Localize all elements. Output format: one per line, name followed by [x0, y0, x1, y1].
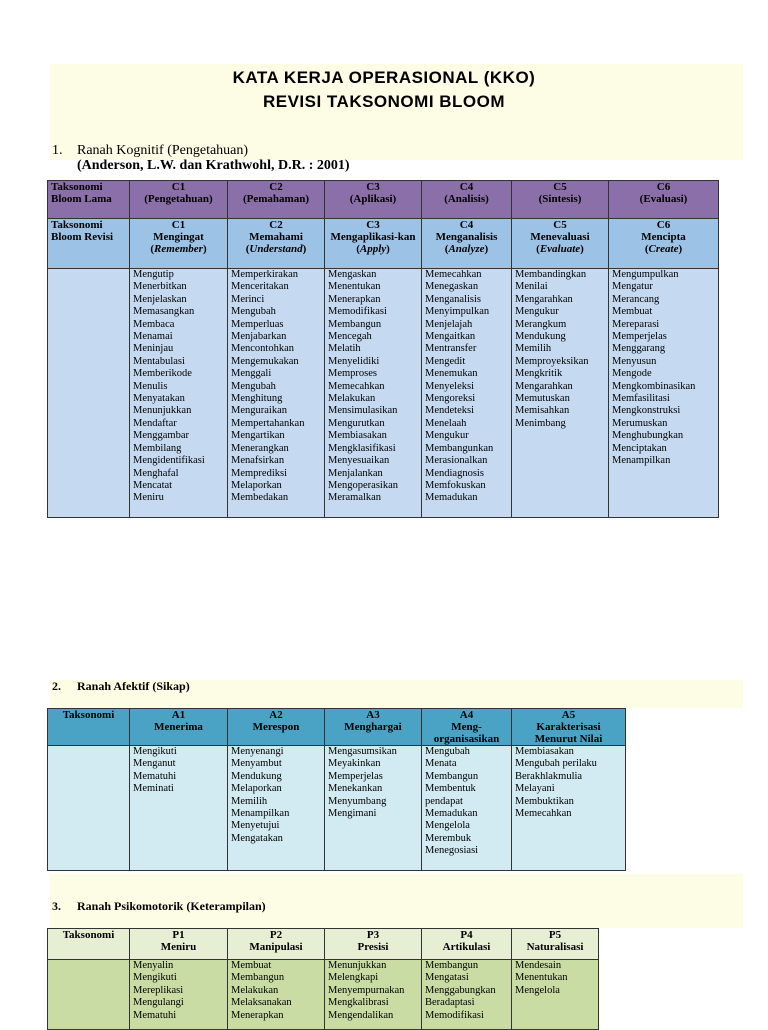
word-item: Memperluas	[231, 318, 284, 330]
word-list	[422, 746, 512, 871]
word-item: Mendeteksi	[425, 405, 474, 417]
word-item: Membangun	[231, 972, 285, 984]
old-header-c3: C3 (Aplikasi)	[325, 181, 422, 219]
old-header-c2: C2 (Pemahaman)	[228, 181, 325, 219]
word-item: Menggali	[231, 368, 272, 380]
word-item: Mematuhi	[133, 1009, 177, 1021]
word-item: Menganalisis	[425, 293, 481, 305]
word-item: Mengubah	[425, 746, 470, 757]
word-item: Menggarang	[612, 343, 666, 355]
word-item: Mengkonstruksi	[612, 405, 681, 417]
title-line-1: KATA KERJA OPERASIONAL (KKO)	[232, 68, 536, 87]
words-label-cell	[48, 269, 130, 518]
word-item: Mengutip	[133, 269, 174, 280]
word-item: Mengkombinasikan	[612, 380, 696, 392]
word-list	[609, 269, 719, 518]
word-item: Merancang	[612, 293, 660, 305]
psychomotor-header-p1: P1 Meniru	[130, 929, 228, 960]
psychomotor-header-p3: P3 Presisi	[325, 929, 422, 960]
word-item: Mengarahkan	[515, 293, 573, 305]
word-item: Mengemukakan	[231, 355, 299, 367]
word-item: Menimbang	[515, 417, 566, 429]
word-item: Menafsirkan	[231, 455, 285, 467]
word-item: Menghitung	[231, 393, 283, 405]
word-item: Mengklasifikasi	[328, 442, 396, 454]
word-item: Mendesain	[515, 960, 562, 971]
word-item: Memilih	[515, 343, 552, 355]
word-item: Menampilkan	[231, 808, 290, 820]
word-item: Menilai	[515, 281, 548, 293]
word-item: Merinci	[231, 293, 265, 305]
word-item: Memasangkan	[133, 306, 195, 318]
word-item: Mengimani	[328, 808, 377, 820]
new-taxonomy-label: Taksonomi Bloom Revisi	[48, 219, 130, 269]
word-list	[228, 269, 325, 518]
word-item: Mengkalibrasi	[328, 997, 389, 1009]
word-item: Menghubungkan	[612, 430, 684, 442]
word-item: Melatih	[328, 343, 361, 355]
word-list	[228, 960, 325, 1030]
word-item: Memadukan	[425, 808, 478, 820]
word-item: Meyakinkan	[328, 758, 381, 770]
word-item: Mengulangi	[133, 997, 184, 1009]
word-item: Menyenangi	[231, 746, 284, 757]
word-item: Membandingkan	[515, 269, 587, 280]
word-item: Mengaskan	[328, 269, 377, 280]
word-item: Mengatasi	[425, 972, 469, 984]
word-item: Memodifikasi	[425, 1009, 484, 1021]
word-item: Mengubah	[231, 306, 276, 318]
word-item: Mentabulasi	[133, 355, 185, 367]
word-item: Mengedit	[425, 355, 466, 367]
word-item: Mereplikasi	[133, 984, 184, 996]
affective-header-a5: A5 Karakterisasi Menurut Nilai	[512, 709, 626, 746]
word-item: Merumuskan	[612, 417, 668, 429]
word-item: Mematuhi	[133, 770, 177, 782]
word-item: Menelaah	[425, 417, 467, 429]
word-list	[130, 269, 228, 518]
word-item: Memperjelas	[612, 331, 667, 343]
word-item: Memadukan	[425, 492, 478, 504]
new-header-c6: C6 Mencipta (Create)	[609, 219, 719, 269]
word-item: Mengode	[612, 368, 652, 380]
word-item: Mengasumsikan	[328, 746, 397, 757]
word-item: Menerangkan	[231, 442, 289, 454]
section1-number: 1.	[52, 143, 63, 158]
section1-title: Ranah Kognitif (Pengetahuan)	[77, 143, 249, 158]
word-item: Menjelajah	[425, 318, 473, 330]
word-item: Memecahkan	[328, 380, 385, 392]
affective-header-a2: A2 Merespon	[228, 709, 325, 746]
section1-subtitle: (Anderson, L.W. dan Krathwohl, D.R. : 2001)	[77, 158, 350, 173]
word-item: Menyimpulkan	[425, 306, 490, 318]
word-item: Menggambar	[133, 430, 189, 442]
word-item: Menyambut	[231, 758, 282, 770]
psychomotor-label-cell	[48, 960, 130, 1030]
word-item: Menciptakan	[612, 442, 667, 454]
word-item: Merangkum	[515, 318, 567, 330]
word-item: Menamai	[133, 331, 173, 343]
word-item: Membedakan	[231, 492, 289, 504]
word-item: Menentukan	[328, 281, 381, 293]
word-item: Membilang	[133, 442, 182, 454]
word-item: Merasionalkan	[425, 455, 488, 467]
word-item: Melaksanakan	[231, 997, 292, 1009]
word-item: Menyetujui	[231, 820, 280, 832]
word-item: Mengumpulkan	[612, 269, 679, 280]
psychomotor-header-p5: P5 Naturalisasi	[512, 929, 599, 960]
word-item: Menunjukkan	[133, 405, 192, 417]
word-item: Mengoperasikan	[328, 479, 398, 491]
word-item: Memutuskan	[515, 393, 570, 405]
word-item: Membangun	[328, 318, 382, 330]
new-header-c3: C3 Mengaplikasi-kan (Apply)	[325, 219, 422, 269]
word-item: Mengubah	[231, 380, 276, 392]
word-item: Mempertahankan	[231, 417, 305, 429]
word-item: Mencegah	[328, 331, 372, 343]
word-item: Membentuk	[425, 783, 476, 795]
word-item: Melakukan	[231, 984, 279, 996]
section3-heading	[52, 899, 266, 914]
word-item: Merembuk	[425, 832, 472, 844]
word-item: Menggabungkan	[425, 984, 496, 996]
word-item: Berakhlakmulia	[515, 770, 583, 782]
word-item: pendapat	[425, 795, 463, 807]
new-header-c2: C2 Memahami (Understand)	[228, 219, 325, 269]
word-list	[228, 746, 325, 871]
affective-header-a3: A3 Menghargai	[325, 709, 422, 746]
word-item: Membaca	[133, 318, 175, 330]
word-item: Mendukung	[231, 770, 282, 782]
word-item: Menyatakan	[133, 393, 185, 405]
word-list	[130, 960, 228, 1030]
word-list	[130, 746, 228, 871]
section3-title: Ranah Psikomotorik (Keterampilan)	[77, 899, 266, 913]
word-item: Mengelola	[425, 820, 470, 832]
word-item: Menerapkan	[328, 293, 381, 305]
word-item: Mendukung	[515, 331, 566, 343]
word-item: Menunjukkan	[328, 960, 387, 971]
word-item: Menyempurnakan	[328, 984, 405, 996]
old-header-c5: C5 (Sintesis)	[512, 181, 609, 219]
word-item: Melengkapi	[328, 972, 379, 984]
word-item: Mengukur	[425, 430, 469, 442]
word-item: Mengoreksi	[425, 393, 476, 405]
word-item: Mengatakan	[231, 832, 283, 844]
affective-table	[47, 708, 626, 871]
cognitive-table	[47, 180, 719, 518]
psychomotor-header-p2: P2 Manipulasi	[228, 929, 325, 960]
word-item: Meramalkan	[328, 492, 382, 504]
word-item: Memproses	[328, 368, 377, 380]
word-item: Mengikuti	[133, 972, 177, 984]
word-item: Menceritakan	[231, 281, 289, 293]
word-item: Membuktikan	[515, 795, 574, 807]
word-item: Mengukur	[515, 306, 559, 318]
word-item: Membangunkan	[425, 442, 494, 454]
word-item: Menyesuaikan	[328, 455, 390, 467]
word-item: Memproyeksikan	[515, 355, 589, 367]
new-header-c5: C5 Menevaluasi (Evaluate)	[512, 219, 609, 269]
word-item: Melaporkan	[231, 479, 282, 491]
word-item: Menekankan	[328, 783, 383, 795]
section2-heading	[52, 679, 190, 694]
section1-heading	[52, 143, 350, 173]
word-item: Menulis	[133, 380, 168, 392]
word-item: Menerbitkan	[133, 281, 187, 293]
affective-header-a1: A1 Menerima	[130, 709, 228, 746]
section3-number: 3.	[52, 899, 61, 913]
new-header-c4: C4 Menganalisis (Analyze)	[422, 219, 512, 269]
word-item: Memecahkan	[425, 269, 482, 280]
psychomotor-label: Taksonomi	[48, 929, 130, 960]
word-item: Mengarahkan	[515, 380, 573, 392]
word-item: Melakukan	[328, 393, 376, 405]
word-item: Memodifikasi	[328, 306, 387, 318]
word-list	[325, 746, 422, 871]
word-item: Menganut	[133, 758, 176, 770]
word-item: Menguraikan	[231, 405, 287, 417]
word-list	[512, 960, 599, 1030]
title-line-2: REVISI TAKSONOMI BLOOM	[262, 92, 506, 111]
old-header-c6: C6 (Evaluasi)	[609, 181, 719, 219]
word-item: Mengubah perilaku	[515, 758, 597, 770]
word-item: Melaporkan	[231, 783, 282, 795]
word-item: Membuat	[231, 960, 272, 971]
word-item: Menemukan	[425, 368, 478, 380]
word-item: Mencatat	[133, 479, 173, 491]
psychomotor-header-p4: P4 Artikulasi	[422, 929, 512, 960]
word-list	[325, 269, 422, 518]
word-item: Mengartikan	[231, 430, 285, 442]
word-item: Menata	[425, 758, 457, 770]
word-item: Membangun	[425, 960, 479, 971]
affective-label: Taksonomi	[48, 709, 130, 746]
word-item: Membangun	[425, 770, 479, 782]
word-item: Mengikuti	[133, 746, 177, 757]
word-item: Memfasilitasi	[612, 393, 670, 405]
word-item: Menentukan	[515, 972, 568, 984]
word-item: Mentransfer	[425, 343, 477, 355]
word-item: Menerapkan	[231, 1009, 284, 1021]
word-list	[422, 269, 512, 518]
word-item: Memisahkan	[515, 405, 570, 417]
document-title	[0, 66, 768, 114]
word-item: Menegosiasi	[425, 845, 479, 857]
section2-number: 2.	[52, 679, 61, 693]
word-item: Membiasakan	[515, 746, 574, 757]
word-item: Mengelola	[515, 984, 560, 996]
word-item: Beradaptasi	[425, 997, 475, 1009]
word-item: Meninjau	[133, 343, 174, 355]
word-item: Menyusun	[612, 355, 657, 367]
word-item: Mengurutkan	[328, 417, 385, 429]
old-taxonomy-label: Taksonomi Bloom Lama	[48, 181, 130, 219]
new-header-c1: C1 Mengingat (Remember)	[130, 219, 228, 269]
affective-label-cell	[48, 746, 130, 871]
word-item: Membuat	[612, 306, 653, 318]
word-item: Menyumbang	[328, 795, 387, 807]
word-item: Menjabarkan	[231, 331, 287, 343]
word-item: Memecahkan	[515, 808, 572, 820]
word-item: Menegaskan	[425, 281, 479, 293]
word-item: Mencontohkan	[231, 343, 294, 355]
old-header-c4: C4 (Analisis)	[422, 181, 512, 219]
word-item: Memperjelas	[328, 770, 383, 782]
word-item: Menyalin	[133, 960, 174, 971]
word-item: Menjelaskan	[133, 293, 187, 305]
word-item: Mengendalikan	[328, 1009, 394, 1021]
word-item: Mendiagnosis	[425, 467, 484, 479]
psychomotor-table	[47, 928, 599, 1030]
word-item: Memfokuskan	[425, 479, 486, 491]
word-item: Mereparasi	[612, 318, 660, 330]
word-item: Menyelidiki	[328, 355, 380, 367]
word-item: Mensimulasikan	[328, 405, 398, 417]
word-list	[422, 960, 512, 1030]
word-item: Menyeleksi	[425, 380, 474, 392]
word-item: Memprediksi	[231, 467, 287, 479]
old-header-c1: C1 (Pengetahuan)	[130, 181, 228, 219]
word-item: Meminati	[133, 783, 174, 795]
word-item: Memberikode	[133, 368, 192, 380]
section2-title: Ranah Afektif (Sikap)	[77, 679, 190, 693]
word-list	[512, 269, 609, 518]
word-list	[512, 746, 626, 871]
word-item: Memilih	[231, 795, 268, 807]
word-item: Meniru	[133, 492, 164, 504]
word-list	[325, 960, 422, 1030]
word-item: Menghafal	[133, 467, 179, 479]
word-item: Menampilkan	[612, 455, 671, 467]
word-item: Menjalankan	[328, 467, 383, 479]
word-item: Mengidentifikasi	[133, 455, 205, 467]
word-item: Mengatur	[612, 281, 653, 293]
word-item: Melayani	[515, 783, 555, 795]
word-item: Mengaitkan	[425, 331, 476, 343]
word-item: Mendaftar	[133, 417, 177, 429]
word-item: Membiasakan	[328, 430, 387, 442]
affective-header-a4: A4 Meng-organisasikan	[422, 709, 512, 746]
word-item: Mengkritik	[515, 368, 563, 380]
word-item: Memperkirakan	[231, 269, 299, 280]
